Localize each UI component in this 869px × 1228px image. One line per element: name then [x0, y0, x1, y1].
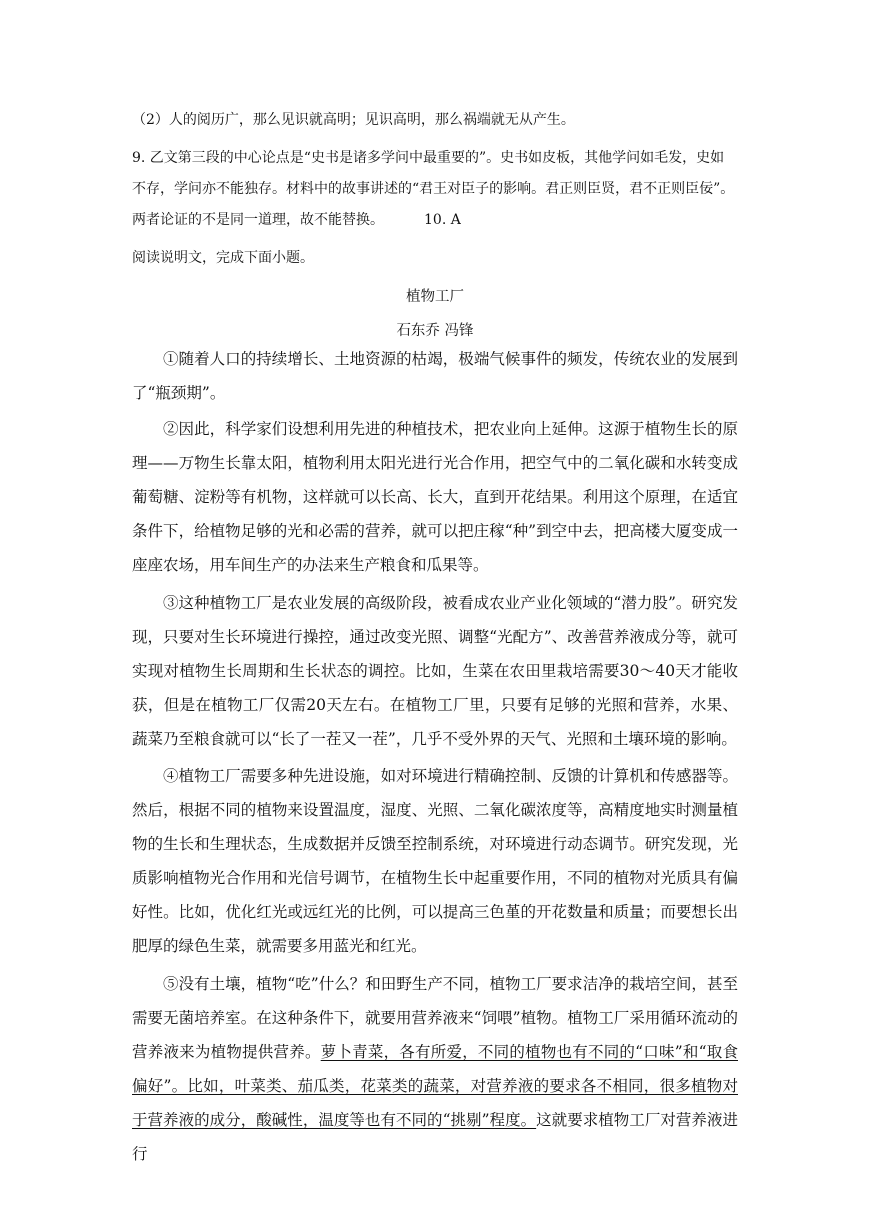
answer-item-9: [132, 143, 738, 236]
answer-item-10: 10. A: [424, 212, 461, 228]
underlined-passage: 萝卜青菜，各有所爱，不同的植物也有不同的“口味”和“取食偏好”。比如，叶菜类、茄瓜类，花菜类的蔬菜，对营养液的要求各不相同，很多植物对于营养液的成分，酸碱性，温度等也有不同的“挑剔”程度。: [132, 1043, 738, 1129]
reading-instruction: 阅读说明文，完成下面小题。: [132, 250, 314, 266]
paragraph-4: ④植物工厂需要多种先进设施，如对环境进行精确控制、反馈的计算机和传感器等。然后，根据不同的植物来设置温度，湿度、光照、二氧化碳浓度等，高精度地实时测量植物的生长和生理状态，生成数据并反馈至控制系统，对环境进行动态调节。研究发现，光质影响植物光合作用和光信号调节，在植物生长中起重要作用，不同的植物对光质具有偏好性。比如，优化红光或远红光的比例，可以提高三色堇的开花数量和质量；而要想长出肥厚的绿色生菜，就需要多用蓝光和红光。: [132, 767, 738, 955]
paragraph-5-intro: ⑤没有土壤，植物“吃”什么？和田野生产不同，植物工厂要求洁净的栽培空间，甚至需要无菌培养室。在这种条件下，就要用营养液来“饲喂”植物。植物工厂采用循环流动的营养液来为植物提供营养。: [132, 975, 738, 1061]
paragraph-3: ③这种植物工厂是农业发展的高级阶段，被看成农业产业化领域的“潜力股”。研究发现，只要对生长环境进行操控，通过改变光照、调整“光配方”、改善营养液成分等，就可实现对植物生长周期和生长状态的调控。比如，生菜在农田里栽培需要30～40天才能收获，但是在植物工厂仅需20天左右。在植物工厂里，只要有足够的光照和营养，水果、蔬菜乃至粮食就可以“长了一茬又一茬”，几乎不受外界的天气、光照和土壤环境的影响。: [132, 594, 738, 748]
paragraph-5-continuation: 这就要求植物工厂对营养液进行: [132, 1111, 738, 1163]
article-title: 植物工厂: [406, 289, 464, 305]
article-authors: 石东乔 冯锋: [396, 323, 474, 339]
paragraph-1: ①随着人口的持续增长、土地资源的枯竭，极端气候事件的频发，传统农业的发展到了“瓶颈期”。: [132, 350, 738, 402]
paragraph-5: [132, 967, 738, 1171]
paragraph-2: ②因此，科学家们设想利用先进的种植技术，把农业向上延伸。这源于植物生长的原理——万物生长靠太阳，植物利用太阳光进行光合作用，把空气中的二氧化碳和水转变成葡萄糖、淀粉等有机物，这样就可以长高、长大，直到开花结果。利用这个原理，在适宜条件下，给植物足够的光和必需的营养，就可以把庄稼“种”到空中去，把高楼大厦变成一座座农场，用车间生产的办法来生产粮食和瓜果等。: [132, 420, 738, 574]
answer-item-2: （2）人的阅历广，那么见识就高明；见识高明，那么祸端就无从产生。: [132, 112, 575, 128]
answer-item-9-text: 9. 乙文第三段的中心论点是“史书是诸多学问中最重要的”。史书如皮板，其他学问如毛发，史如不存，学问亦不能独存。材料中的故事讲述的“君王对臣子的影响。君正则臣贤，君不正则臣佞”。两者论证的不是同一道理，故不能替换。: [132, 150, 735, 228]
